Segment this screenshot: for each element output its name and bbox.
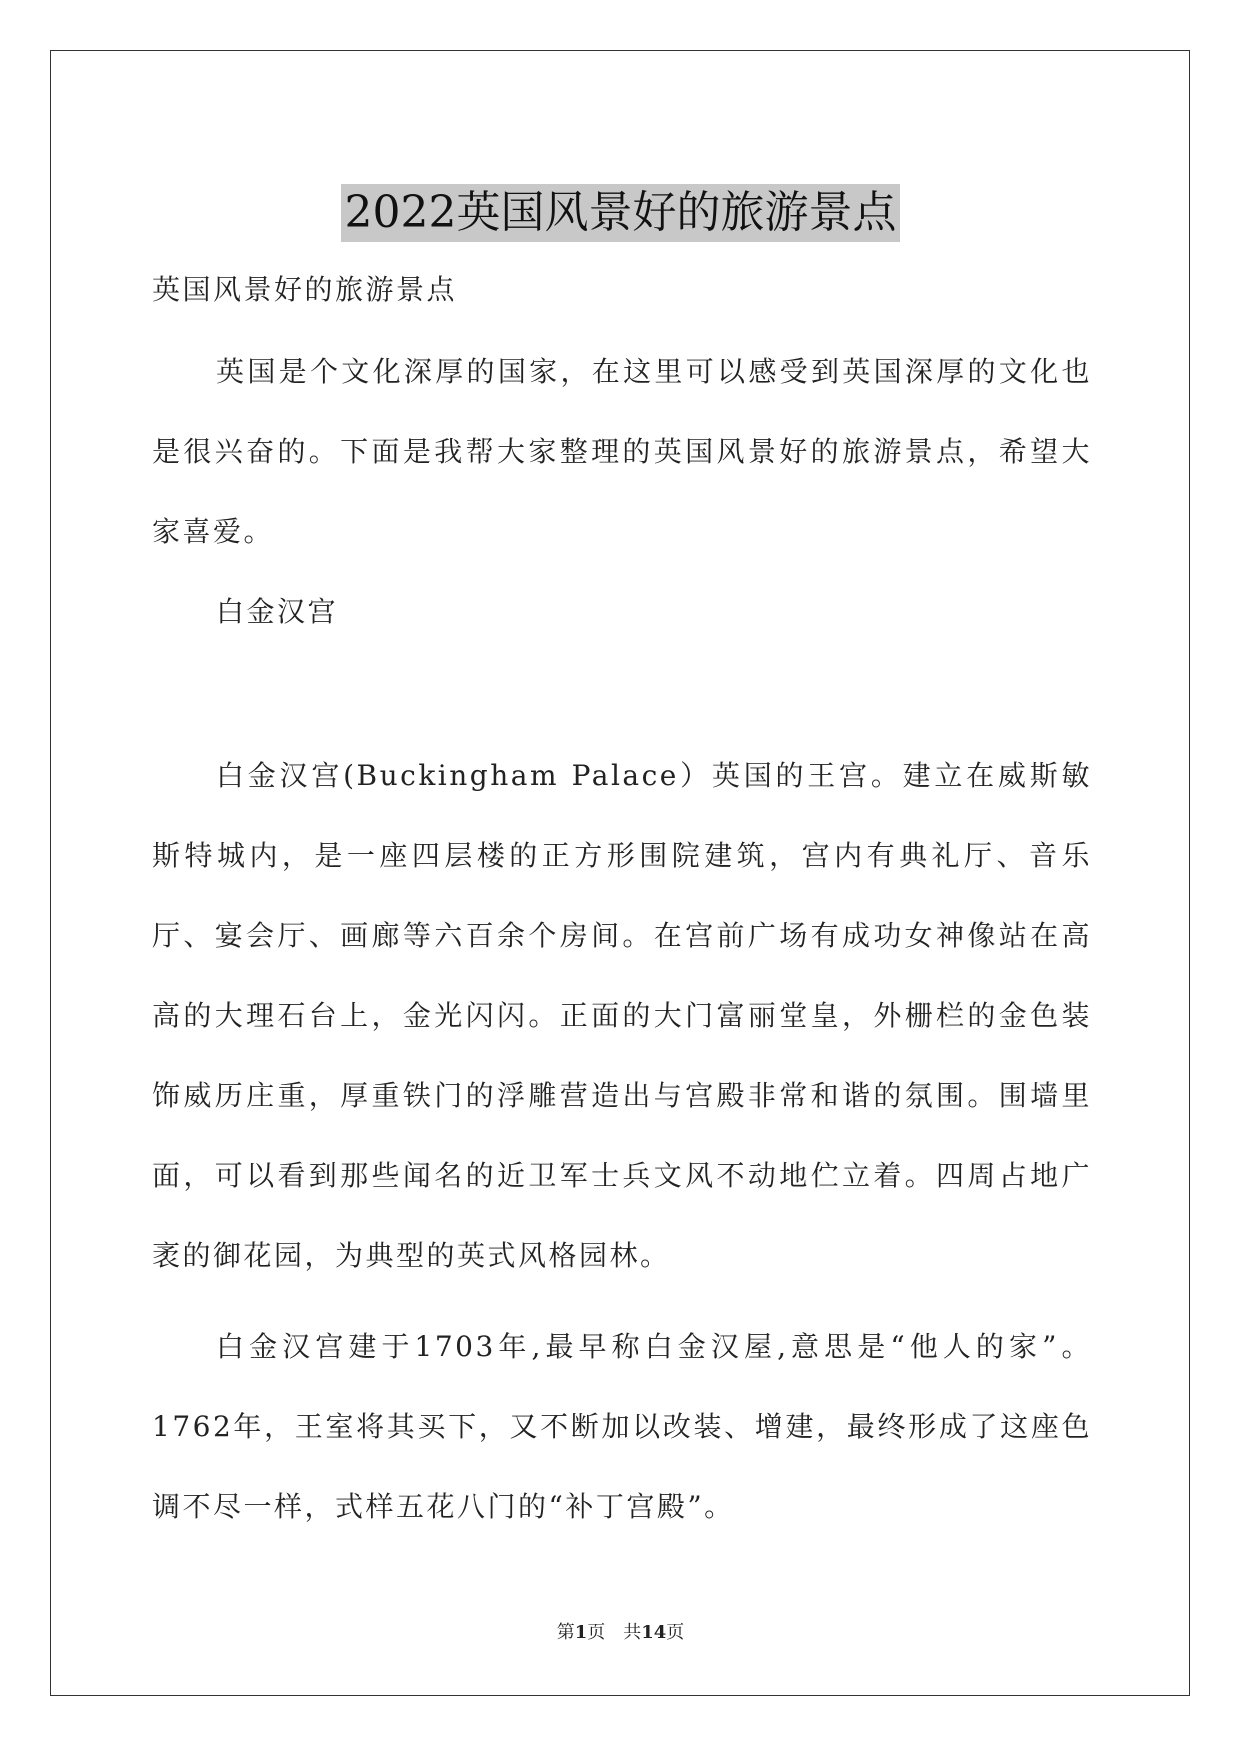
- title-container: [0, 155, 1241, 272]
- footer-suffix: 页: [666, 1622, 685, 1643]
- paragraph-intro: 英国是个文化深厚的国家，在这里可以感受到英国深厚的文化也是很兴奋的。下面是我帮大家整理的英国风景好的旅游景点，希望大家喜爱。: [152, 355, 1092, 548]
- document-title: 2022英国风景好的旅游景点: [341, 184, 901, 242]
- footer-total-pages: 14: [641, 1622, 667, 1643]
- footer-prefix: 第: [556, 1622, 575, 1643]
- section-heading: 白金汉宫: [216, 595, 339, 628]
- paragraph-description: 白金汉宫(Buckingham Palace）英国的王宫。建立在威斯敏斯特城内，是一座四层楼的正方形围院建筑，宫内有典礼厅、音乐厅、宴会厅、画廊等六百余个房间。在宫前广场有成功女神像站在高高的大理石台上，金光闪闪。正面的大门富丽堂皇，外栅栏的金色装饰威历庄重，厚重铁门的浮雕营造出与宫殿非常和谐的氛围。围墙里面，可以看到那些闻名的近卫军士兵文风不动地伫立着。四周占地广袤的御花园，为典型的英式风格园林。: [152, 759, 1092, 1272]
- paragraph-history: 白金汉宫建于1703年,最早称白金汉屋,意思是“他人的家”。1762年，王室将其买下，又不断加以改装、增建，最终形成了这座色调不尽一样，式样五花八门的“补丁宫殿”。: [152, 1330, 1092, 1523]
- document-subtitle: 英国风景好的旅游景点: [152, 273, 458, 306]
- footer-page-number: 1: [574, 1622, 588, 1643]
- footer-mid: 页 共: [587, 1622, 642, 1643]
- page-footer: [0, 1618, 1241, 1644]
